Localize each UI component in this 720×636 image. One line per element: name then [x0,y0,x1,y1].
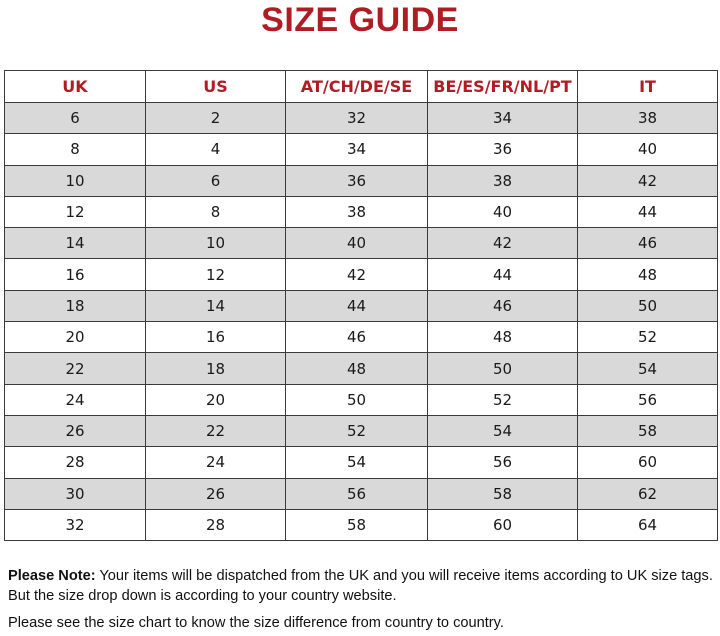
cell-uk: 26 [5,415,146,446]
table-row [5,447,718,478]
cell-uk: 6 [5,103,146,134]
cell-us: 18 [146,353,286,384]
cell-at-ch-de-se: 48 [286,353,428,384]
cell-it: 50 [578,290,718,321]
cell-uk: 16 [5,259,146,290]
cell-us: 8 [146,196,286,227]
notes [8,566,714,633]
cell-be-es-fr-nl-pt: 52 [428,384,578,415]
cell-it: 58 [578,415,718,446]
table-body [5,103,718,541]
cell-uk: 8 [5,134,146,165]
cell-us: 24 [146,447,286,478]
table-row [5,353,718,384]
cell-be-es-fr-nl-pt: 46 [428,290,578,321]
cell-be-es-fr-nl-pt: 56 [428,447,578,478]
cell-it: 38 [578,103,718,134]
cell-uk: 30 [5,478,146,509]
cell-uk: 10 [5,165,146,196]
table-row [5,290,718,321]
cell-uk: 18 [5,290,146,321]
table-row [5,509,718,540]
cell-us: 14 [146,290,286,321]
table-row [5,228,718,259]
note-size-chart: Please see the size chart to know the size difference from country to country. [8,615,504,631]
cell-uk: 22 [5,353,146,384]
cell-at-ch-de-se: 54 [286,447,428,478]
cell-be-es-fr-nl-pt: 54 [428,415,578,446]
column-header-at-ch-de-se: AT/CH/DE/SE [286,71,428,103]
table-row [5,259,718,290]
table-header-row [5,71,718,103]
cell-uk: 28 [5,447,146,478]
cell-at-ch-de-se: 34 [286,134,428,165]
cell-uk: 12 [5,196,146,227]
cell-us: 4 [146,134,286,165]
table-row [5,322,718,353]
cell-it: 48 [578,259,718,290]
table-row [5,478,718,509]
table-row [5,196,718,227]
cell-it: 42 [578,165,718,196]
cell-it: 52 [578,322,718,353]
cell-us: 22 [146,415,286,446]
cell-us: 12 [146,259,286,290]
cell-it: 62 [578,478,718,509]
table-row [5,103,718,134]
cell-uk: 24 [5,384,146,415]
cell-be-es-fr-nl-pt: 34 [428,103,578,134]
cell-at-ch-de-se: 42 [286,259,428,290]
note-dispatch-text: Your items will be dispatched from the UK and you will receive items according to UK size tags. But the size drop down is according to your country website. [8,568,713,604]
page-title: SIZE GUIDE [261,1,459,39]
cell-uk: 32 [5,509,146,540]
table-row [5,415,718,446]
cell-us: 6 [146,165,286,196]
cell-be-es-fr-nl-pt: 44 [428,259,578,290]
cell-be-es-fr-nl-pt: 36 [428,134,578,165]
size-guide-table [4,70,718,541]
cell-be-es-fr-nl-pt: 50 [428,353,578,384]
cell-it: 56 [578,384,718,415]
cell-at-ch-de-se: 38 [286,196,428,227]
cell-be-es-fr-nl-pt: 60 [428,509,578,540]
table-row [5,165,718,196]
cell-us: 16 [146,322,286,353]
column-header-uk: UK [5,71,146,103]
cell-be-es-fr-nl-pt: 38 [428,165,578,196]
cell-it: 64 [578,509,718,540]
note-label: Please Note: [8,568,96,584]
cell-at-ch-de-se: 56 [286,478,428,509]
cell-be-es-fr-nl-pt: 40 [428,196,578,227]
cell-it: 46 [578,228,718,259]
cell-it: 60 [578,447,718,478]
cell-at-ch-de-se: 40 [286,228,428,259]
cell-at-ch-de-se: 44 [286,290,428,321]
cell-be-es-fr-nl-pt: 42 [428,228,578,259]
cell-us: 28 [146,509,286,540]
column-header-be-es-fr-nl-pt: BE/ES/FR/NL/PT [428,71,578,103]
table-row [5,134,718,165]
cell-at-ch-de-se: 58 [286,509,428,540]
cell-us: 2 [146,103,286,134]
cell-us: 26 [146,478,286,509]
cell-at-ch-de-se: 32 [286,103,428,134]
cell-at-ch-de-se: 50 [286,384,428,415]
cell-us: 10 [146,228,286,259]
cell-be-es-fr-nl-pt: 48 [428,322,578,353]
cell-it: 54 [578,353,718,384]
note-dispatch [8,566,714,606]
cell-it: 40 [578,134,718,165]
cell-uk: 20 [5,322,146,353]
column-header-it: IT [578,71,718,103]
table-row [5,384,718,415]
cell-at-ch-de-se: 36 [286,165,428,196]
cell-at-ch-de-se: 52 [286,415,428,446]
cell-us: 20 [146,384,286,415]
cell-be-es-fr-nl-pt: 58 [428,478,578,509]
column-header-us: US [146,71,286,103]
cell-at-ch-de-se: 46 [286,322,428,353]
cell-uk: 14 [5,228,146,259]
cell-it: 44 [578,196,718,227]
